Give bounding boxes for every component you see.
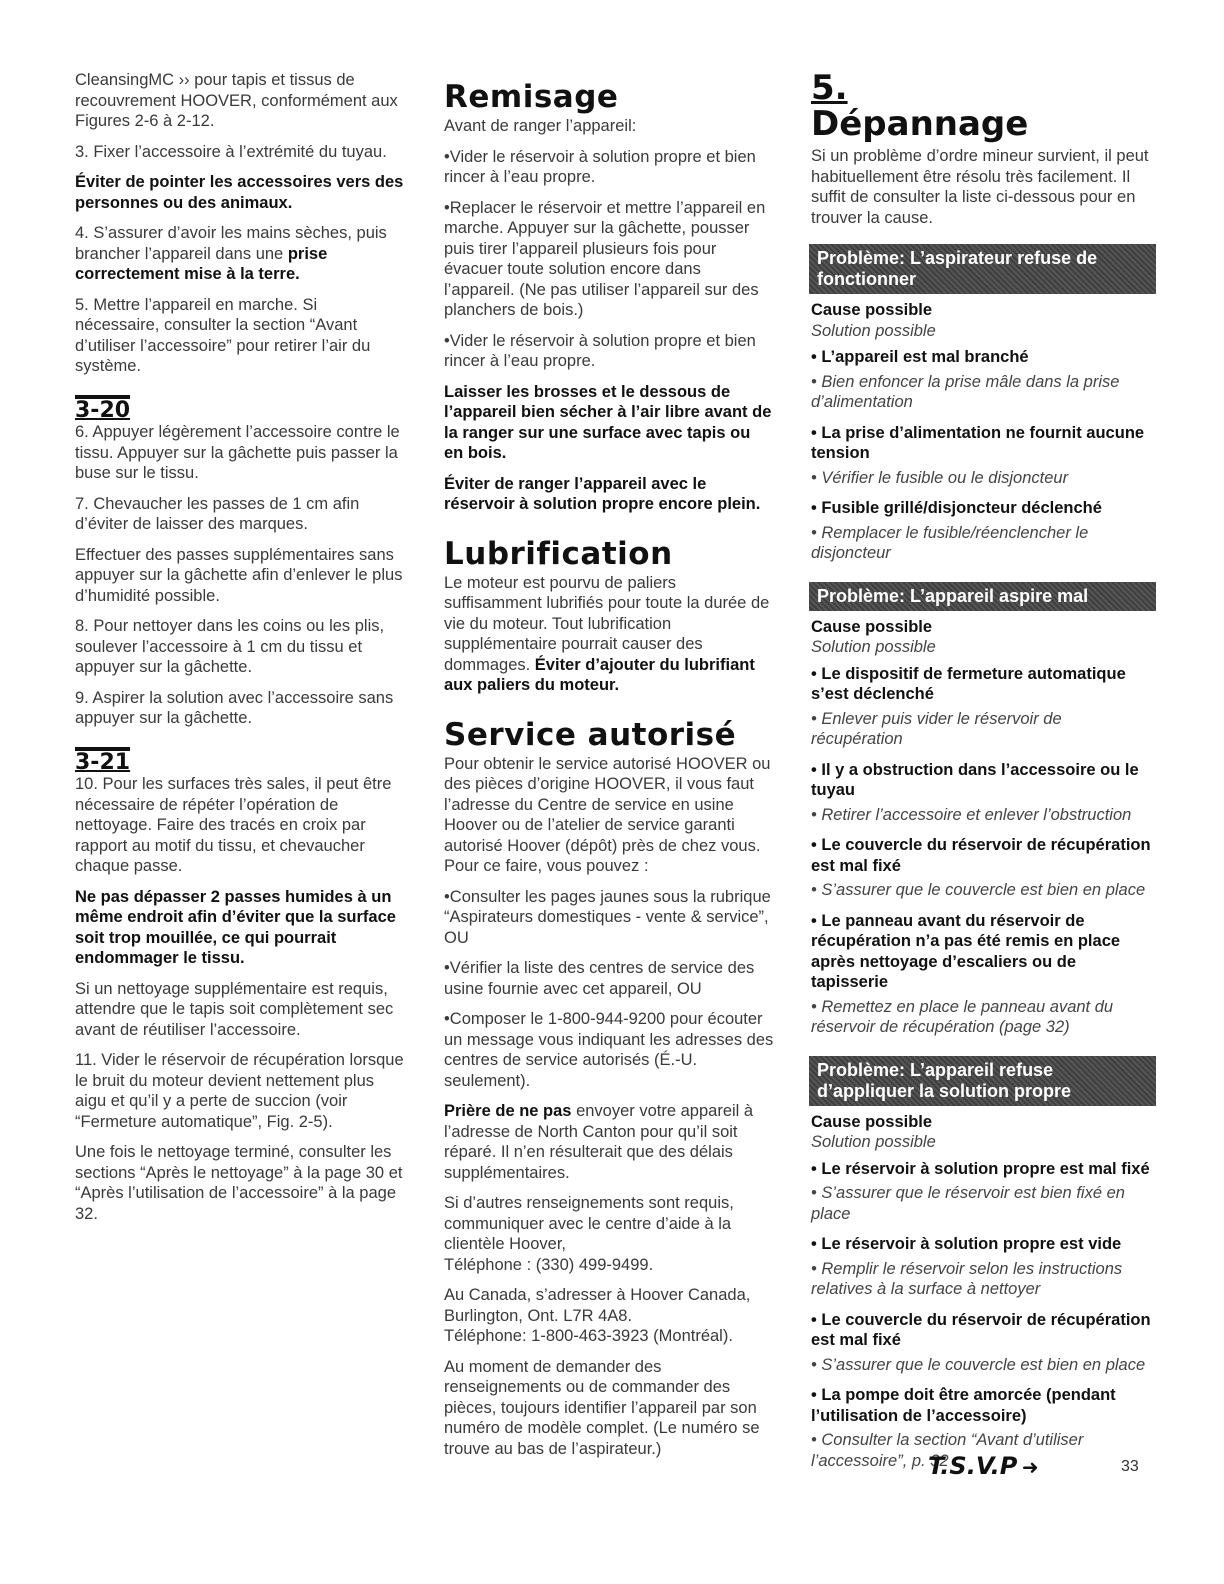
step-9: 9. Aspirer la solution avec l’accessoire sans appuyer sur la gâchette.: [75, 688, 394, 727]
step-8: 8. Pour nettoyer dans les coins ou les plis, soulever l’accessoire à 1 cm du tissu et appuyer sur la gâchette.: [75, 617, 385, 676]
warning: Éviter de ranger l’appareil avec le réservoir à solution propre encore plein.: [444, 474, 761, 513]
emphasis: Prière de ne pas: [444, 1102, 572, 1120]
paragraph: Si un nettoyage supplémentaire est requis, attendre que le tapis soit complètement sec avant de réutiliser l’accessoire.: [75, 979, 394, 1039]
bullet: •Consulter les pages jaunes sous la rubrique “Aspirateurs domestiques - vente & service”, OU: [444, 887, 771, 947]
warning: Laisser les brosses et le dessous de l’appareil bien sécher à l’air libre avant de la ranger sur une surface avec tapis ou en bois.: [444, 382, 772, 462]
lub-text: Le moteur est pourvu de paliers suffisamment lubrifiés pour toute la durée de vie du moteur. Tout lubrification supplémentaire pourrait causer des dommages.: [444, 573, 770, 674]
solution-label: Solution possible: [811, 638, 936, 656]
lub-warning: Éviter d’ajouter du lubrifiant aux paliers du moteur.: [444, 655, 755, 694]
cause: • Le panneau avant du réservoir de récupération n’a pas été remis en place après nettoyage d’escaliers ou de tapisserie: [811, 911, 1121, 991]
cause: • La pompe doit être amorcée (pendant l’utilisation de l’accessoire): [811, 1386, 1116, 1425]
section-title-remisage: Remisage: [444, 79, 619, 115]
solution-label: Solution possible: [811, 1133, 936, 1151]
paragraph: Effectuer des passes supplémentaires sans appuyer sur la gâchette afin d’enlever le plus d’humidité possible.: [75, 545, 403, 605]
text: Si d’autres renseignements sont requis, communiquer avec le centre d’aide à la clientèle Hoover,: [444, 1194, 734, 1253]
step-5: 5. Mettre l’appareil en marche. Si nécessaire, consulter la section “Avant d’utiliser l’accessoire” pour retirer l’air du système.: [75, 295, 371, 375]
bullet: •Vider le réservoir à solution propre et bien rincer à l’eau propre.: [444, 331, 756, 370]
solution: • Vérifier le fusible ou le disjoncteur: [811, 468, 1069, 487]
bullet: •Vérifier la liste des centres de service des usine fournie avec cet appareil, OU: [444, 959, 755, 998]
chapter-number: 5.: [811, 68, 848, 108]
problem-title: Problème: L’appareil refuse d’appliquer la solution propre: [809, 1056, 1156, 1106]
solution: • Bien enfoncer la prise mâle dans la prise d’alimentation: [811, 372, 1120, 411]
paragraph: [444, 1101, 774, 1183]
problem-list: [811, 244, 1156, 1471]
step-4-bold: prise correctement mise à la terre.: [75, 244, 328, 283]
solution: • Enlever puis vider le réservoir de récupération: [811, 709, 1062, 748]
phone: Téléphone : (330) 499-9499.: [444, 1255, 654, 1274]
paragraph: [444, 1193, 774, 1275]
step-4-text: 4. S’assurer d’avoir les mains sèches, puis brancher l’appareil dans une: [75, 224, 387, 263]
paragraph: Pour obtenir le service autorisé HOOVER ou des pièces d’origine HOOVER, il vous faut l’adresse du Centre de service en usine Hoover ou de l’atelier de service garanti autorisé Hoover (dépôt) près de chez vous. Pour ce faire, vous pouvez :: [444, 754, 771, 875]
problem-block: [811, 1056, 1156, 1472]
footer: [928, 1452, 1039, 1480]
cause: • La prise d’alimentation ne fournit aucune tension: [811, 423, 1145, 462]
text: envoyer votre appareil à l’adresse de North Canton pour qu’il soit réparé. Il n’en résulterait que des délais supplémentaires.: [444, 1102, 754, 1182]
cause: • Le réservoir à solution propre est mal fixé: [811, 1159, 1150, 1178]
problem-block: [811, 582, 1156, 1038]
cause-label: Cause possible: [811, 617, 933, 636]
warning: Éviter de pointer les accessoires vers des personnes ou des animaux.: [75, 173, 404, 212]
paragraph: [444, 573, 774, 696]
paragraph: [444, 1285, 774, 1347]
column-right: [811, 70, 1156, 1489]
problem-title: Problème: L’aspirateur refuse de fonctionner: [809, 244, 1156, 294]
cause: • Le réservoir à solution propre est vide: [811, 1235, 1122, 1253]
solution-label: Solution possible: [811, 321, 936, 340]
bullet: •Composer le 1-800-944-9200 pour écouter un message vous indiquant les adresses des centres de service autorisés (É.-U. seulement).: [444, 1010, 774, 1090]
cause-label: Cause possible: [811, 1112, 933, 1131]
text: Au Canada, s’adresser à Hoover Canada, Burlington, Ont. L7R 4A8.: [444, 1286, 751, 1325]
solution: • S’assurer que le réservoir est bien fixé en place: [811, 1184, 1125, 1223]
step-6: 6. Appuyer légèrement l’accessoire contre le tissu. Appuyer sur la gâchette puis passer la buse sur le tissu.: [75, 423, 400, 482]
phone: Téléphone: 1-800-463-3923 (Montréal).: [444, 1327, 733, 1345]
solution: • Remettez en place le panneau avant du réservoir de récupération (page 32): [811, 997, 1114, 1036]
solution: • Remplacer le fusible/réenclencher le disjoncteur: [811, 523, 1089, 562]
column-middle: [444, 70, 774, 1469]
arrow-icon: ➜: [1021, 1455, 1039, 1479]
solution: • S’assurer que le couvercle est bien en place: [811, 881, 1146, 899]
step-3: 3. Fixer l’accessoire à l’extrémité du tuyau.: [75, 142, 387, 161]
cause: • Fusible grillé/disjoncteur déclenché: [811, 499, 1102, 517]
page-number: 33: [1121, 1458, 1139, 1475]
paragraph: Une fois le nettoyage terminé, consulter les sections “Après le nettoyage” à la page 30 et “Après l’utilisation de l’accessoire” à la page 32.: [75, 1143, 403, 1223]
paragraph: Si un problème d’ordre mineur survient, il peut habituellement être résolu très facilement. Il suffit de consulter la liste ci-dessous pour en trouver la cause.: [811, 147, 1149, 227]
step-4: [75, 223, 405, 285]
cause: • Il y a obstruction dans l’accessoire ou le tuyau: [811, 760, 1139, 799]
paragraph: CleansingMC ›› pour tapis et tissus de recouvrement HOOVER, conformément aux Figures 2-6 à 2-12.: [75, 71, 398, 130]
paragraph: Au moment de demander des renseignements ou de commander des pièces, toujours identifier l’appareil par son numéro de modèle complet. (Le numéro se trouve au bas de l’aspirateur.): [444, 1357, 760, 1458]
step-7: 7. Chevaucher les passes de 1 cm afin d’éviter de laisser des marques.: [75, 494, 360, 533]
solution: • Remplir le réservoir selon les instructions relatives à la surface à nettoyer: [811, 1259, 1123, 1298]
solution: • Retirer l’accessoire et enlever l’obstruction: [811, 805, 1132, 824]
step-10: 10. Pour les surfaces très sales, il peut être nécessaire de répéter l’opération de nettoyage. Faire des tracés en croix par rapport au motif du tissu, et chevaucher chaque passe.: [75, 775, 392, 875]
cause-label: Cause possible: [811, 301, 933, 319]
cause: • Le couvercle du réservoir de récupération est mal fixé: [811, 836, 1151, 875]
cause: • L’appareil est mal branché: [811, 348, 1029, 366]
paragraph: Avant de ranger l’appareil:: [444, 117, 637, 135]
figure-number: 3-20: [75, 395, 130, 422]
figure-number: 3-21: [75, 747, 130, 774]
bullet: •Replacer le réservoir et mettre l’appareil en marche. Appuyer sur la gâchette, pousser puis tirer l’appareil plusieurs fois pour évacuer toute solution encore dans l’appareil. (Ne pas utiliser l’appareil sur des planchers de bois.): [444, 198, 766, 319]
warning: Ne pas dépasser 2 passes humides à un même endroit afin d’éviter que la surface soit trop mouillée, ce qui pourrait endommager le tissu.: [75, 887, 396, 967]
chapter-title: Dépannage: [811, 104, 1029, 144]
step-11: 11. Vider le réservoir de récupération lorsque le bruit du moteur devient nettement plus aigu et qu’il y a perte de succion (voir “Fermeture automatique”, Fig. 2-5).: [75, 1051, 404, 1131]
solution: • S’assurer que le couvercle est bien en place: [811, 1355, 1146, 1374]
section-title-lubrification: Lubrification: [444, 535, 673, 572]
continue-label: T.S.V.P: [928, 1452, 1018, 1480]
solution: • Consulter la section “Avant d’utiliser l’accessoire”, p. 32: [811, 1431, 1084, 1470]
problem-block: [811, 244, 1156, 564]
section-title-service: Service autorisé: [444, 716, 737, 753]
cause: • Le dispositif de fermeture automatique s’est déclenché: [811, 664, 1126, 703]
column-left: [75, 70, 405, 1234]
cause: • Le couvercle du réservoir de récupération est mal fixé: [811, 1310, 1151, 1349]
problem-title: Problème: L’appareil aspire mal: [809, 582, 1156, 611]
bullet: •Vider le réservoir à solution propre et bien rincer à l’eau propre.: [444, 147, 756, 186]
